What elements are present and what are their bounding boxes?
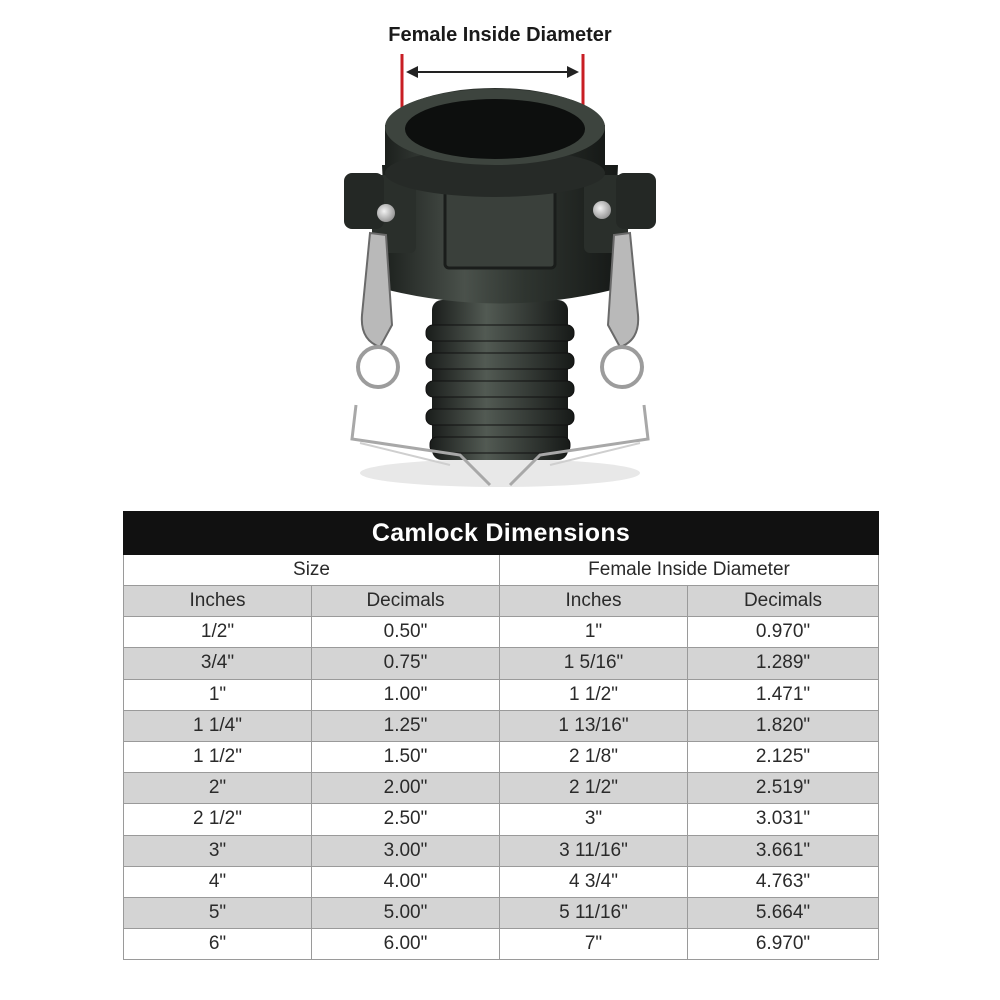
table-cell: 3/4" (124, 648, 312, 679)
table-cell: 1.471" (688, 679, 879, 710)
table-cell: 1.25" (312, 710, 500, 741)
table-cell: 2" (124, 773, 312, 804)
table-cell: 6.00" (312, 929, 500, 960)
table-cell: 3" (500, 804, 688, 835)
table-body (124, 617, 879, 960)
table-cell: 3 11/16" (500, 835, 688, 866)
table-cell: 4" (124, 866, 312, 897)
table-cell: 1 1/2" (124, 741, 312, 772)
table-cell: 3.031" (688, 804, 879, 835)
table-cell: 1 5/16" (500, 648, 688, 679)
camlock-coupler-image (300, 55, 700, 500)
table-cell: 6.970" (688, 929, 879, 960)
table-cell: 0.50" (312, 617, 500, 648)
table-cell: 1 1/4" (124, 710, 312, 741)
table-cell: 2 1/2" (500, 773, 688, 804)
table-row (124, 866, 879, 897)
table-cell: 7" (500, 929, 688, 960)
table-cell: 1.50" (312, 741, 500, 772)
column-header-decimals: Decimals (312, 586, 500, 617)
camlock-dimensions-table (123, 511, 878, 960)
table-row (124, 679, 879, 710)
table-row (124, 617, 879, 648)
table-cell: 6" (124, 929, 312, 960)
table-cell: 2.519" (688, 773, 879, 804)
column-header-inches: Inches (124, 586, 312, 617)
table-cell: 2.125" (688, 741, 879, 772)
table-cell: 1.820" (688, 710, 879, 741)
column-header-inches: Inches (500, 586, 688, 617)
table-cell: 1" (124, 679, 312, 710)
table-cell: 3" (124, 835, 312, 866)
table-row (124, 710, 879, 741)
table-cell: 5" (124, 897, 312, 928)
table-cell: 4.00" (312, 866, 500, 897)
table-row (124, 929, 879, 960)
table-cell: 5.664" (688, 897, 879, 928)
table-cell: 3.00" (312, 835, 500, 866)
table-cell: 1 13/16" (500, 710, 688, 741)
table-row (124, 804, 879, 835)
table-cell: 5 11/16" (500, 897, 688, 928)
table-cell: 1 1/2" (500, 679, 688, 710)
table-cell: 0.970" (688, 617, 879, 648)
table-cell: 2.50" (312, 804, 500, 835)
table-cell: 1.00" (312, 679, 500, 710)
group-header-female-diameter: Female Inside Diameter (500, 555, 879, 586)
table-cell: 3.661" (688, 835, 879, 866)
table-cell: 2 1/2" (124, 804, 312, 835)
table-cell: 4.763" (688, 866, 879, 897)
table-cell: 4 3/4" (500, 866, 688, 897)
table-cell: 1" (500, 617, 688, 648)
table-cell: 2.00" (312, 773, 500, 804)
column-header-decimals: Decimals (688, 586, 879, 617)
table-row (124, 835, 879, 866)
table-row (124, 897, 879, 928)
table-title: Camlock Dimensions (124, 512, 879, 555)
table-cell: 0.75" (312, 648, 500, 679)
table-cell: 1.289" (688, 648, 879, 679)
diameter-label: Female Inside Diameter (388, 24, 612, 46)
table-cell: 5.00" (312, 897, 500, 928)
table-row (124, 773, 879, 804)
table-cell: 1/2" (124, 617, 312, 648)
group-header-size: Size (124, 555, 500, 586)
table-cell: 2 1/8" (500, 741, 688, 772)
table-row (124, 741, 879, 772)
table-row (124, 648, 879, 679)
